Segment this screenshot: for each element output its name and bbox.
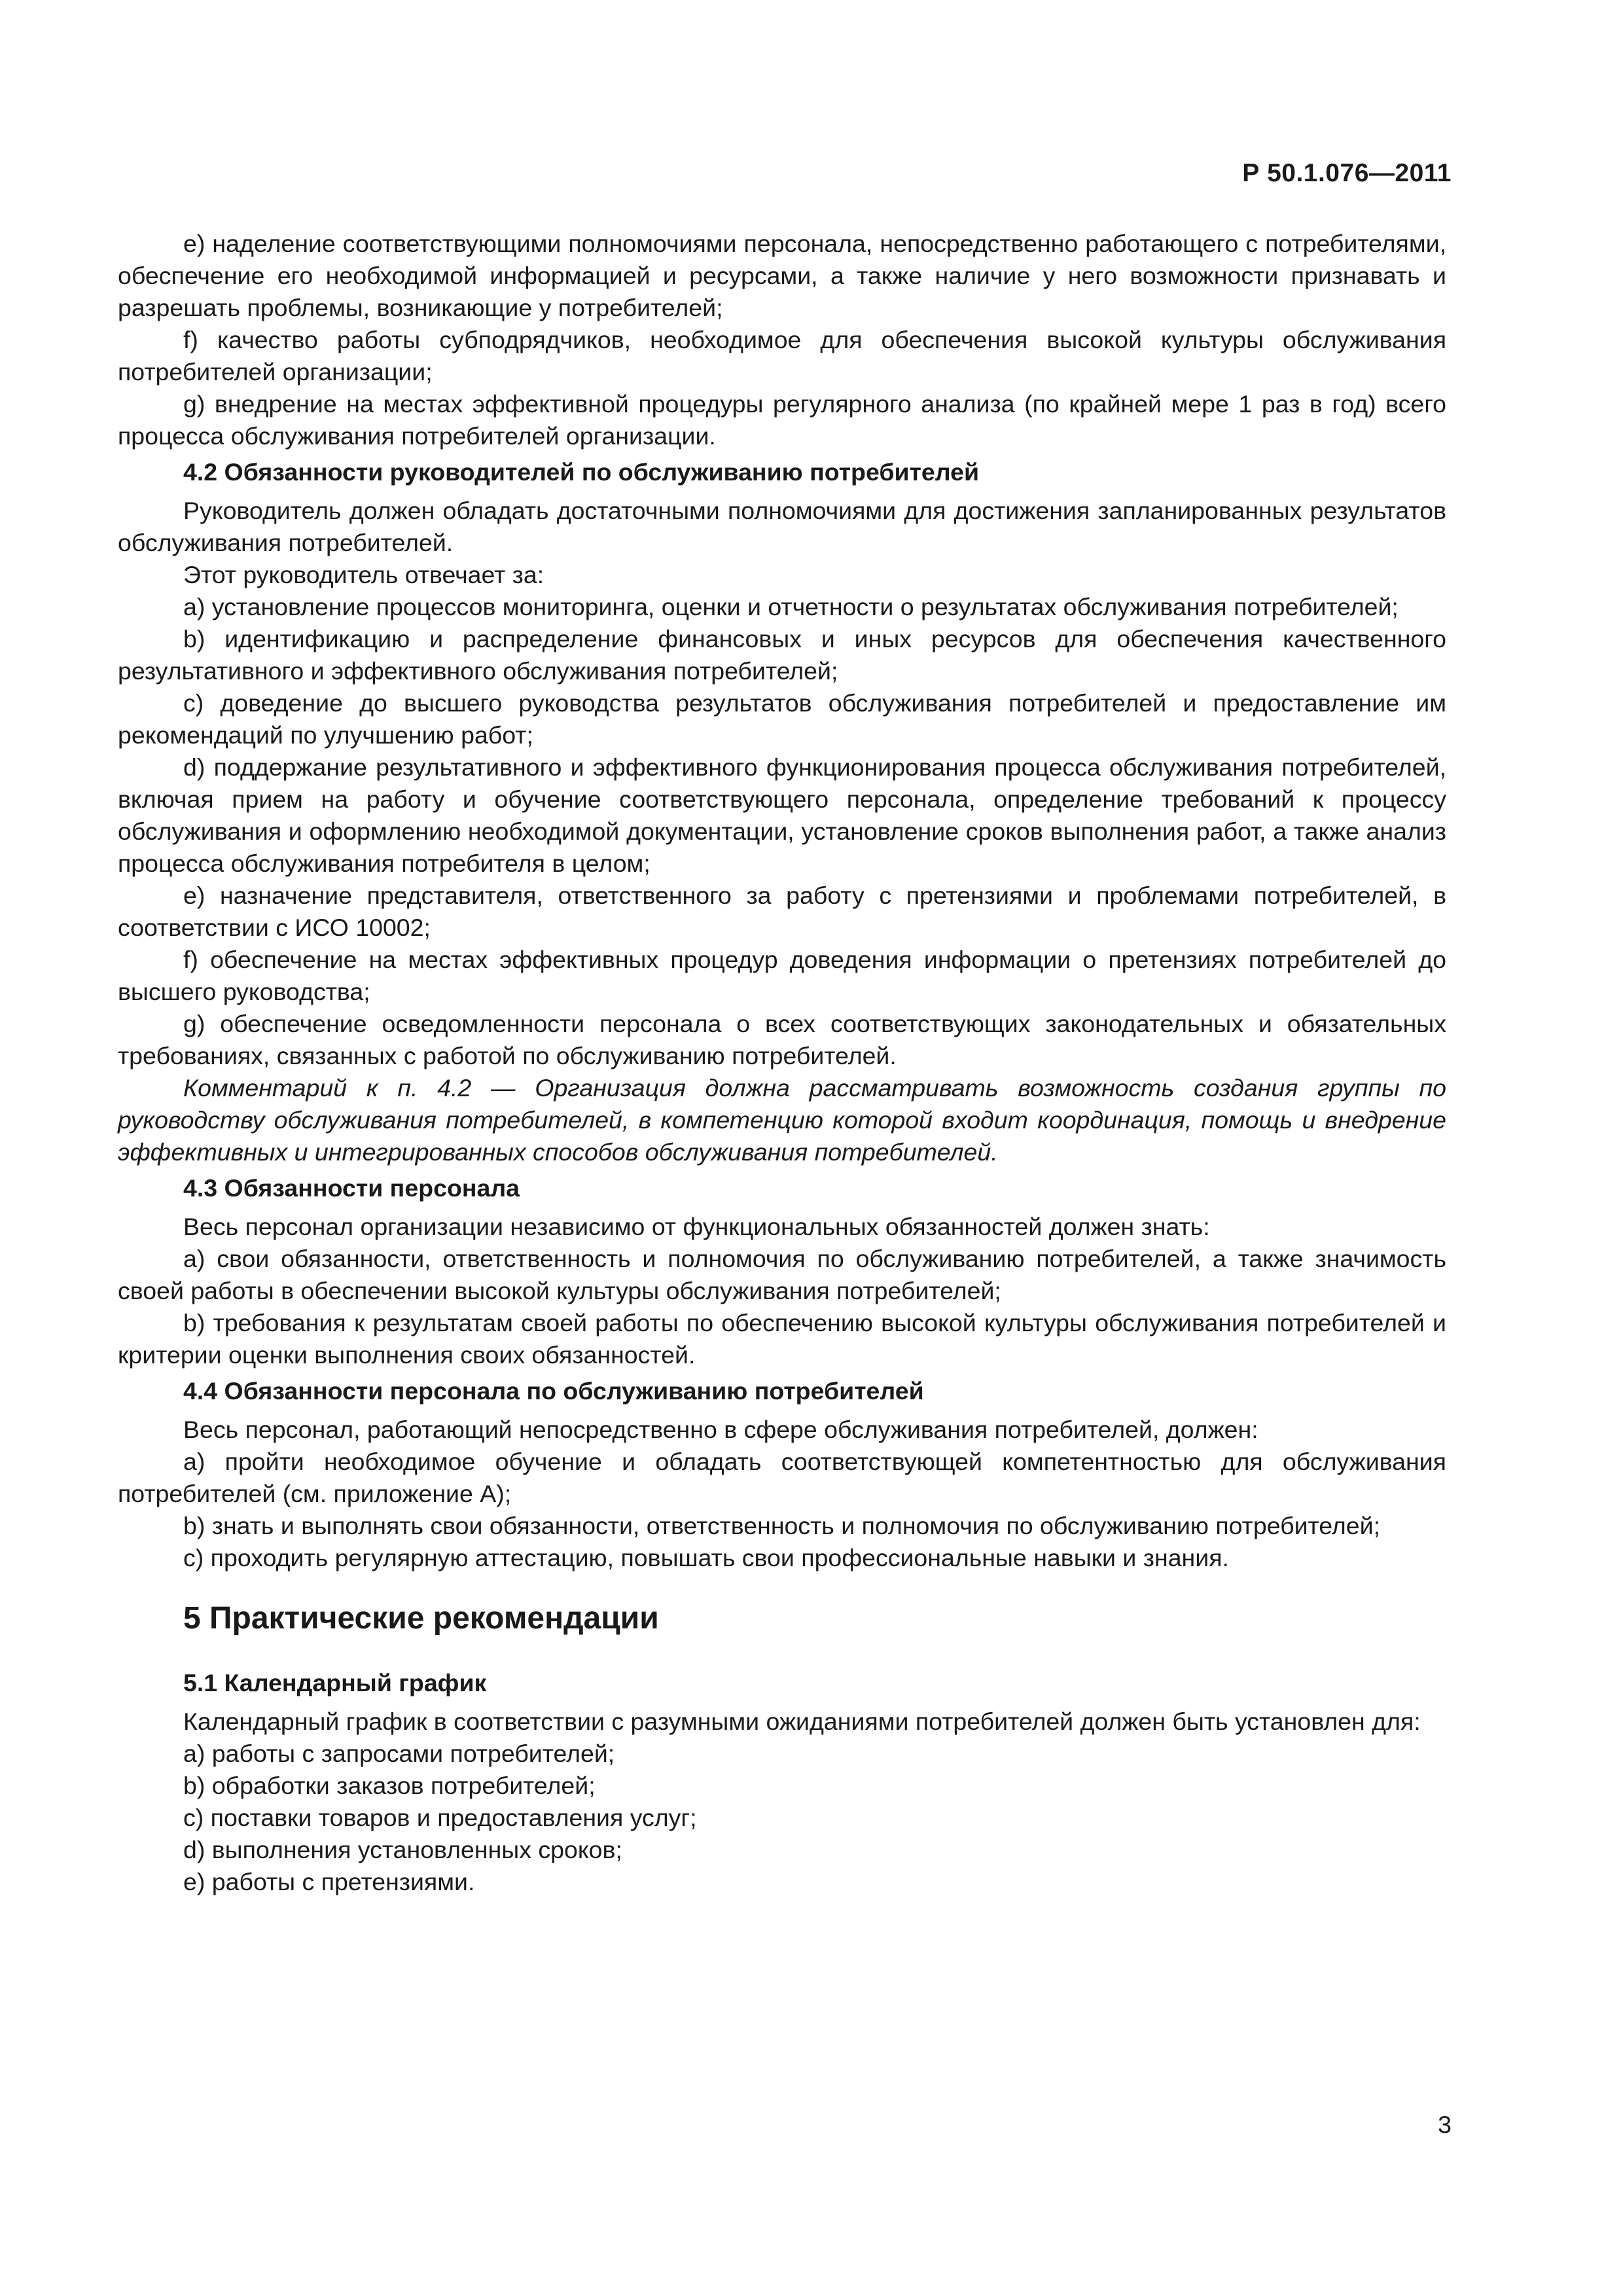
list-item-f: f) обеспечение на местах эффективных процедур доведения информации о претензиях потребителей до высшего руководства; — [118, 946, 1446, 1005]
comment-note: Комментарий к п. 4.2 — Организация должна рассматривать возможность создания группы по руководству обслуживания потребителей, в компетенцию которой входит координация, помощь и внедрение эффективных и интегрированных способов обслуживания потребителей. — [118, 1074, 1446, 1166]
page-number: 3 — [1438, 2111, 1452, 2138]
list-item-b: b) обработки заказов потребителей; — [183, 1772, 596, 1799]
list-item-d: d) выполнения установленных сроков; — [183, 1836, 622, 1863]
section-heading-5: 5 Практические рекомендации — [183, 1601, 659, 1636]
list-item-b: b) идентификацию и распределение финансовых и иных ресурсов для обеспечения качественного результативного и эффективного обслуживания потребителей; — [118, 625, 1446, 685]
section-heading-4-2: 4.2 Обязанности руководителей по обслуживанию потребителей — [183, 458, 980, 486]
list-item-a: а) пройти необходимое обучение и обладать соответствующей компетентностью для обслуживания потребителей (см. приложение А); — [118, 1448, 1446, 1507]
paragraph: Весь персонал организации независимо от функциональных обязанностей должен знать: — [183, 1213, 1210, 1240]
list-item-a: а) установление процессов мониторинга, оценки и отчетности о результатах обслуживания потребителей; — [183, 593, 1399, 620]
list-item-d: d) поддержание результативного и эффективного функционирования процесса обслуживания потребителей, включая прием на работу и обучение соответствующего персонала, определение требований к процессу обслуживания и оформлению необходимой документации, установление сроков выполнения работ, а также анализ процесса обслуживания потребителя в целом; — [118, 753, 1446, 877]
list-item-a: а) свои обязанности, ответственность и полномочия по обслуживанию потребителей, а также значимость своей работы в обеспечении высокой культуры обслуживания потребителей; — [118, 1245, 1446, 1304]
list-item-e: е) работы с претензиями. — [183, 1868, 475, 1895]
list-item-g: g) обеспечение осведомленности персонала о всех соответствующих законодательных и обязательных требованиях, связанных с работой по обслуживанию потребителей. — [118, 1010, 1446, 1069]
paragraph: Этот руководитель отвечает за: — [183, 561, 544, 588]
list-item-e: е) наделение соответствующими полномочиями персонала, непосредственно работающего с потребителями, обеспечение его необходимой информацией и ресурсами, а также наличие у него возможности признавать и разрешать проблемы, возникающие у потребителей; — [118, 230, 1446, 321]
document-code: Р 50.1.076—2011 — [1242, 159, 1452, 187]
list-item-b: b) требования к результатам своей работы по обеспечению высокой культуры обслуживания потребителей и критерии оценки выполнения своих обязанностей. — [118, 1309, 1446, 1369]
list-item-c: с) проходить регулярную аттестацию, повышать свои профессиональные навыки и знания. — [183, 1544, 1229, 1571]
list-item-b: b) знать и выполнять свои обязанности, ответственность и полномочия по обслуживанию потребителей; — [183, 1512, 1381, 1539]
list-item-a: а) работы с запросами потребителей; — [183, 1740, 615, 1767]
paragraph: Руководитель должен обладать достаточными полномочиями для достижения запланированных результатов обслуживания потребителей. — [118, 497, 1446, 556]
paragraph: Календарный график в соответствии с разумными ожиданиями потребителей должен быть установлен для: — [183, 1708, 1421, 1735]
list-item-f: f) качество работы субподрядчиков, необходимое для обеспечения высокой культуры обслуживания потребителей организации; — [118, 326, 1446, 386]
list-item-e: е) назначение представителя, ответственного за работу с претензиями и проблемами потребителей, в соответствии с ИСО 10002; — [118, 882, 1446, 941]
section-heading-4-3: 4.3 Обязанности персонала — [183, 1174, 520, 1202]
section-heading-4-4: 4.4 Обязанности персонала по обслуживанию потребителей — [183, 1377, 924, 1405]
page-content — [118, 228, 1446, 1898]
list-item-c: с) доведение до высшего руководства результатов обслуживания потребителей и предоставление им рекомендаций по улучшению работ; — [118, 689, 1446, 749]
section-heading-5-1: 5.1 Календарный график — [183, 1669, 487, 1696]
paragraph: Весь персонал, работающий непосредственно в сфере обслуживания потребителей, должен: — [183, 1416, 1258, 1443]
list-item-c: с) поставки товаров и предоставления услуг; — [183, 1804, 697, 1831]
list-item-g: g) внедрение на местах эффективной процедуры регулярного анализа (по крайней мере 1 раз в год) всего процесса обслуживания потребителей организации. — [118, 390, 1446, 450]
